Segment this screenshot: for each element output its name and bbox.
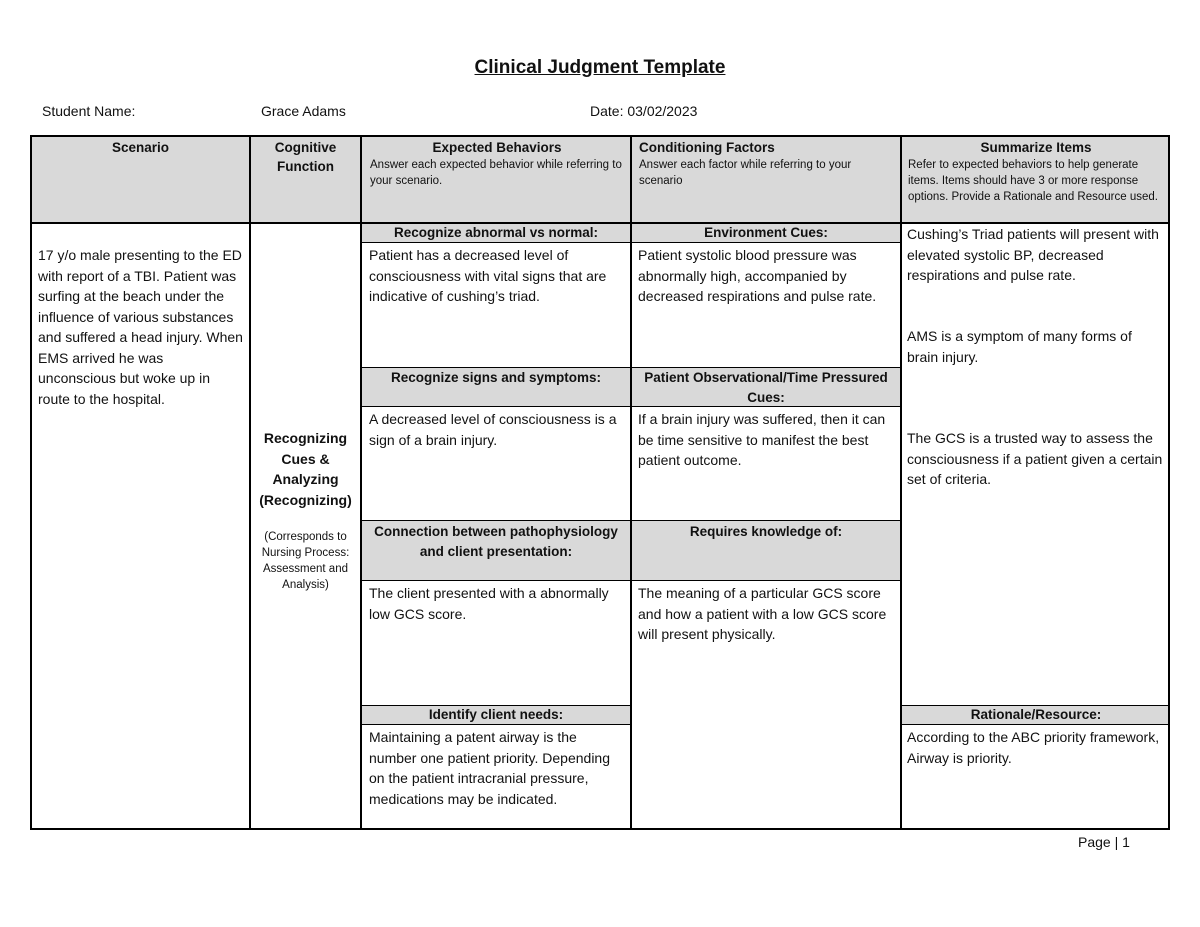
student-name-value: Grace Adams <box>261 103 346 119</box>
cognitive-function-main: Recognizing Cues & Analyzing (Recognizing) <box>259 430 352 508</box>
expected-text-client-needs: Maintaining a patent airway is the number one patient priority. Depending on the patient intracranial pressure, medications may be indicated. <box>369 729 611 807</box>
expected-heading-client-needs: Identify client needs: <box>428 707 564 722</box>
header-expected-note: Answer each expected behavior while referring to your scenario. <box>370 159 622 187</box>
scenario-text: 17 y/o male presenting to the ED with report of a TBI. Patient was surfing at the beach under the influence of various substances and suffered a head injury. When EMS arrived he was unconscious but woke up in route to the hospital. <box>38 247 243 407</box>
student-name-label: Student Name: <box>42 103 136 119</box>
border-bottom <box>30 828 1170 830</box>
header-summarize-title: Summarize Items <box>980 140 1092 155</box>
header-conditioning-title: Conditioning Factors <box>639 140 775 155</box>
col-sep-1 <box>249 135 251 830</box>
col-sep-4 <box>900 135 902 830</box>
conditioning-text-environment: Patient systolic blood pressure was abnormally high, accompanied by decreased respirations and pulse rate. <box>638 247 877 304</box>
cognitive-function-note: (Corresponds to Nursing Process: Assessment and Analysis) <box>261 531 350 591</box>
header-summarize-items <box>908 138 1164 205</box>
rationale-text: According to the ABC priority framework, Airway is priority. <box>907 729 1160 766</box>
header-expected-behaviors <box>370 138 624 189</box>
header-expected-title: Expected Behaviors <box>432 140 562 155</box>
header-conditioning-factors <box>639 138 895 189</box>
expected-heading-abnormal-normal: Recognize abnormal vs normal: <box>393 225 599 240</box>
rationale-heading: Rationale/Resource: <box>970 707 1102 722</box>
conditioning-text-knowledge: The meaning of a particular GCS score and how a patient with a low GCS score will present physically. <box>638 585 887 642</box>
expected-heading-pathophysiology: Connection between pathophysiology and client presentation: <box>374 524 618 559</box>
clinical-judgment-table <box>30 135 1170 830</box>
conditioning-text-observational: If a brain injury was suffered, then it can be time sensitive to manifest the best patient outcome. <box>638 411 886 468</box>
conditioning-heading-knowledge: Requires knowledge of: <box>689 524 843 539</box>
date-field: Date: 03/02/2023 <box>590 103 698 119</box>
row-sep-d <box>360 520 902 521</box>
border-left <box>30 135 32 830</box>
border-top <box>30 135 1170 137</box>
summarize-item-cushings: Cushing’s Triad patients will present with elevated systolic BP, decreased respirations and pulse rate. <box>907 226 1159 283</box>
header-conditioning-note: Answer each factor while referring to your scenario <box>639 159 852 187</box>
row-sep-e <box>360 580 902 581</box>
border-right <box>1168 135 1170 830</box>
page-number: Page | 1 <box>1078 834 1130 850</box>
conditioning-heading-observational: Patient Observational/Time Pressured Cues: <box>644 370 888 405</box>
expected-text-signs-symptoms: A decreased level of consciousness is a sign of a brain injury. <box>369 411 617 448</box>
document-title: Clinical Judgment Template <box>474 57 726 78</box>
summarize-item-gcs: The GCS is a trusted way to assess the consciousness if a patient given a certain set of criteria. <box>907 430 1163 487</box>
expected-text-abnormal-normal: Patient has a decreased level of consciousness with vital signs that are indicative of cushing’s triad. <box>369 247 607 304</box>
expected-heading-signs-symptoms: Recognize signs and symptoms: <box>390 370 602 385</box>
expected-text-pathophysiology: The client presented with a abnormally low GCS score. <box>369 585 609 622</box>
header-summarize-note: Refer to expected behaviors to help generate items. Items should have 3 or more response options. Provide a Rationale and Resource used. <box>908 159 1158 203</box>
conditioning-heading-environment: Environment Cues: <box>704 225 828 240</box>
header-scenario: Scenario <box>111 140 170 155</box>
summarize-item-ams: AMS is a symptom of many forms of brain injury. <box>907 328 1132 365</box>
header-cognitive-function: Cognitive Function <box>274 140 337 174</box>
